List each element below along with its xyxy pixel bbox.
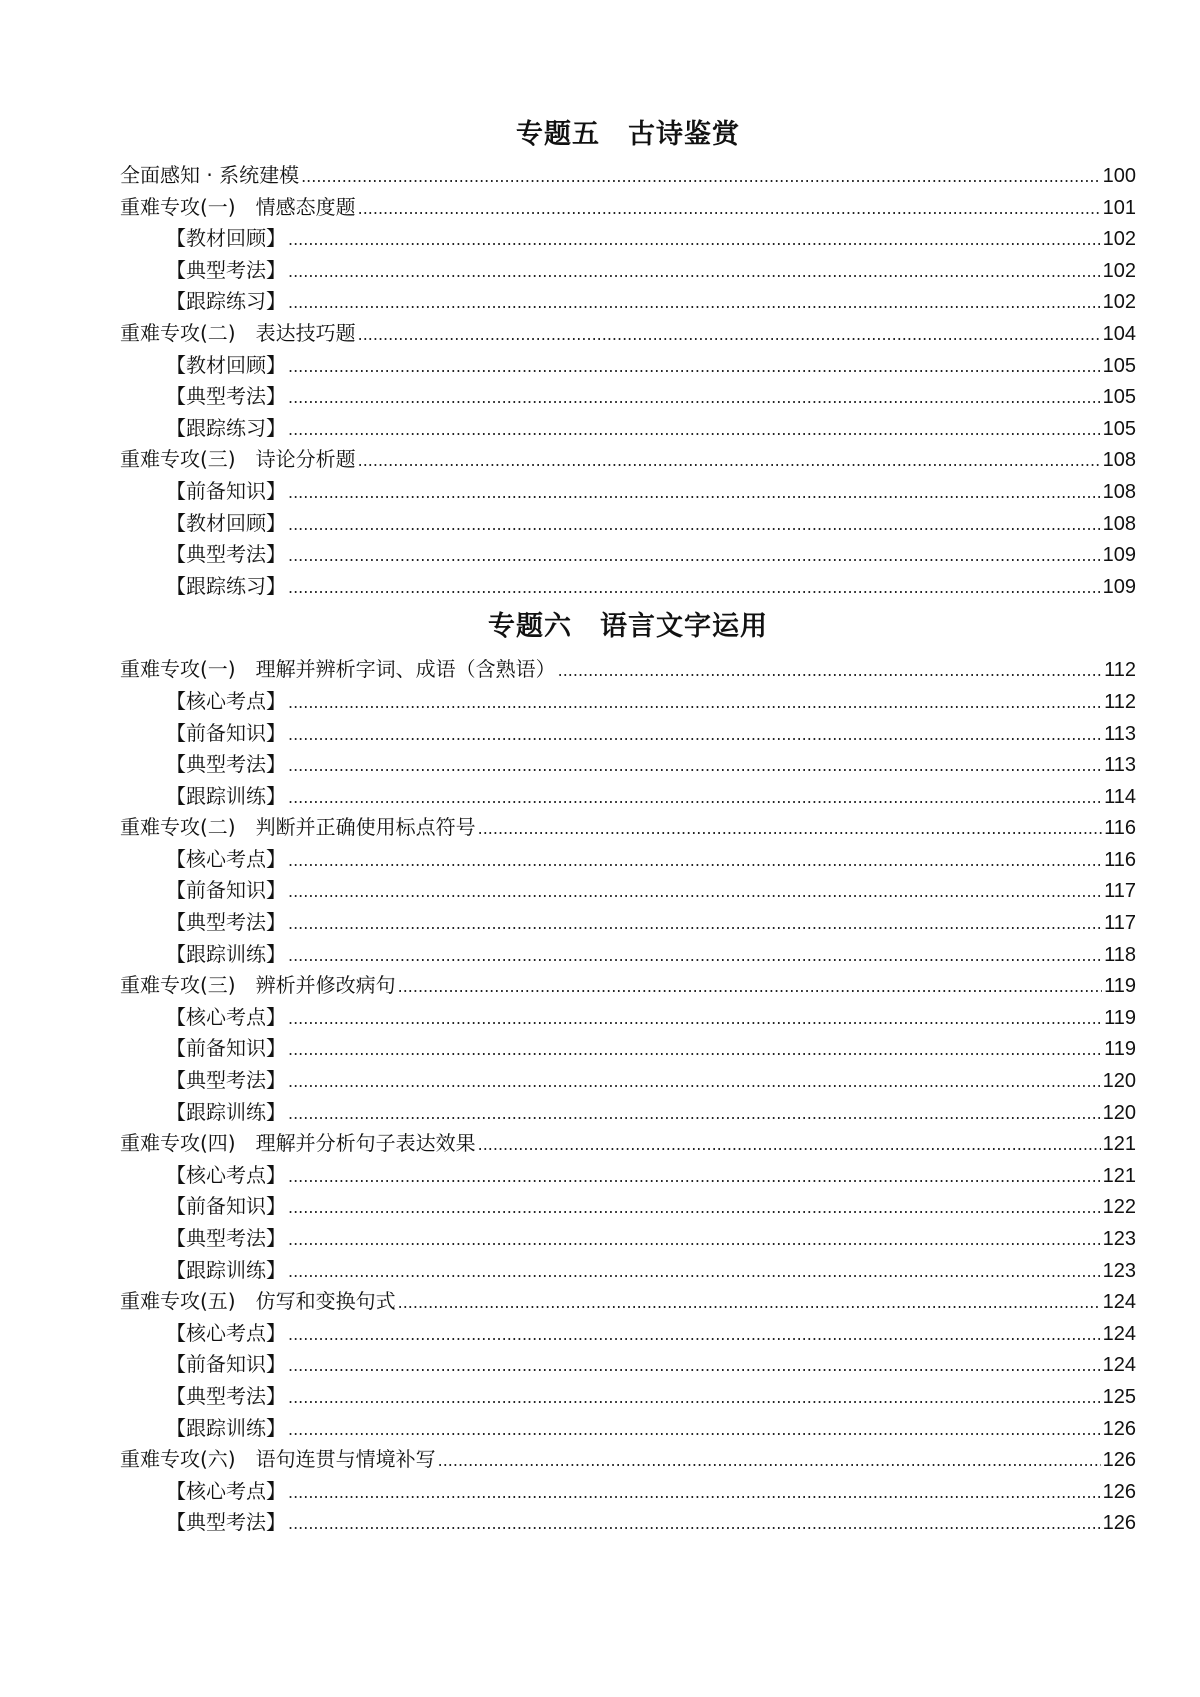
toc-entry[interactable] <box>120 160 1136 192</box>
toc-subentry[interactable] <box>120 1191 1136 1223</box>
toc-entry-label: 【核心考点】 <box>166 846 286 871</box>
toc-entry-label: 【跟踪练习】 <box>166 289 286 314</box>
dot-leader <box>288 1508 1101 1540</box>
toc-entry[interactable] <box>120 654 1136 686</box>
toc-entry-label: 【跟踪练习】 <box>166 415 286 440</box>
toc-entry[interactable] <box>120 1286 1136 1318</box>
toc-page-number: 119 <box>1104 1006 1136 1029</box>
dot-leader <box>288 1477 1101 1509</box>
toc-page-number: 124 <box>1102 1322 1136 1345</box>
dot-leader <box>301 161 1101 193</box>
table-of-contents <box>120 118 1136 1539</box>
toc-subentry[interactable] <box>120 1033 1136 1065</box>
section-title: 专题六 语言文字运用 <box>488 611 768 643</box>
toc-page-number: 112 <box>1104 690 1136 713</box>
dot-leader <box>358 319 1101 351</box>
toc-page-number: 119 <box>1104 1038 1136 1061</box>
toc-page-number: 101 <box>1102 196 1136 219</box>
toc-subentry[interactable] <box>120 508 1136 540</box>
toc-page-number: 126 <box>1102 1449 1136 1472</box>
dot-leader <box>288 750 1102 782</box>
toc-page-number: 122 <box>1102 1196 1136 1219</box>
toc-entry-label: 【跟踪训练】 <box>166 1099 286 1124</box>
toc-subentry[interactable] <box>120 939 1136 971</box>
toc-page-number: 117 <box>1104 912 1136 935</box>
dot-leader <box>288 782 1102 814</box>
toc-page-number: 102 <box>1102 259 1136 282</box>
toc-entry-label: 【跟踪训练】 <box>166 1415 286 1440</box>
toc-page-number: 124 <box>1102 1291 1136 1314</box>
toc-entry-label: 【核心考点】 <box>166 1004 286 1029</box>
toc-entry[interactable] <box>120 812 1136 844</box>
section-title: 专题五 古诗鉴赏 <box>516 119 740 150</box>
dot-leader <box>288 477 1101 509</box>
toc-page-number: 117 <box>1104 880 1136 903</box>
toc-entry-label: 【典型考法】 <box>166 1510 286 1535</box>
toc-page-number: 113 <box>1104 754 1136 777</box>
dot-leader <box>288 940 1102 972</box>
toc-subentry[interactable] <box>120 875 1136 907</box>
toc-entry[interactable] <box>120 970 1136 1002</box>
dot-leader <box>288 1192 1101 1224</box>
toc-subentry[interactable] <box>120 781 1136 813</box>
toc-page-number: 113 <box>1104 722 1136 745</box>
dot-leader <box>288 1003 1102 1035</box>
dot-leader <box>288 687 1102 719</box>
toc-subentry[interactable] <box>120 1413 1136 1445</box>
toc-entry-label: 【典型考法】 <box>166 752 286 777</box>
toc-entry-label: 【跟踪训练】 <box>166 1257 286 1282</box>
toc-entry-label: 【典型考法】 <box>166 1068 286 1093</box>
toc-page-number: 109 <box>1102 544 1136 567</box>
toc-page-number: 108 <box>1102 449 1136 472</box>
toc-page-number: 116 <box>1104 848 1136 871</box>
toc-page-number: 126 <box>1102 1512 1136 1535</box>
toc-entry-label: 重难专攻(四) 理解并分析句子表达效果 <box>120 1131 476 1156</box>
toc-subentry[interactable] <box>120 844 1136 876</box>
toc-entry-label: 【典型考法】 <box>166 910 286 935</box>
toc-entry-label: 【核心考点】 <box>166 1320 286 1345</box>
dot-leader <box>288 256 1101 288</box>
toc-entry-label: 【前备知识】 <box>166 1036 286 1061</box>
dot-leader <box>358 193 1101 225</box>
toc-page-number: 105 <box>1102 386 1136 409</box>
toc-page-number: 116 <box>1104 817 1136 840</box>
dot-leader <box>288 1256 1101 1288</box>
dot-leader <box>288 382 1101 414</box>
dot-leader <box>288 540 1101 572</box>
toc-subentry[interactable] <box>120 686 1136 718</box>
toc-subentry[interactable] <box>120 1349 1136 1381</box>
toc-page-number: 124 <box>1102 1354 1136 1377</box>
toc-entry-label: 【典型考法】 <box>166 384 286 409</box>
toc-subentry[interactable] <box>120 350 1136 382</box>
dot-leader <box>288 908 1102 940</box>
toc-entry-label: 【核心考点】 <box>166 688 286 713</box>
toc-subentry[interactable] <box>120 476 1136 508</box>
toc-entry-label: 重难专攻(二) 判断并正确使用标点符号 <box>120 815 476 840</box>
toc-page-number: 123 <box>1102 1259 1136 1282</box>
toc-page-number: 126 <box>1102 1480 1136 1503</box>
dot-leader <box>288 351 1101 383</box>
toc-page-number: 108 <box>1102 480 1136 503</box>
toc-page-number: 126 <box>1102 1417 1136 1440</box>
dot-leader <box>288 1034 1102 1066</box>
toc-page-number: 120 <box>1102 1070 1136 1093</box>
toc-page-number: 102 <box>1102 291 1136 314</box>
toc-page-number: 108 <box>1102 512 1136 535</box>
toc-page-number: 121 <box>1102 1164 1136 1187</box>
toc-subentry[interactable] <box>120 1223 1136 1255</box>
dot-leader <box>288 1224 1101 1256</box>
toc-entry-label: 【前备知识】 <box>166 1352 286 1377</box>
dot-leader <box>288 719 1102 751</box>
dot-leader <box>288 1350 1101 1382</box>
toc-entry-label: 重难专攻(三) 诗论分析题 <box>120 447 356 472</box>
toc-entry-label: 【教材回顾】 <box>166 510 286 535</box>
toc-entry-label: 【前备知识】 <box>166 878 286 903</box>
toc-subentry[interactable] <box>120 286 1136 318</box>
toc-subentry[interactable] <box>120 539 1136 571</box>
toc-subentry[interactable] <box>120 413 1136 445</box>
dot-leader <box>398 971 1103 1003</box>
toc-entry-label: 重难专攻(一) 理解并辨析字词、成语（含熟语） <box>120 657 556 682</box>
dot-leader <box>478 813 1103 845</box>
toc-subentry[interactable] <box>120 749 1136 781</box>
toc-entry[interactable] <box>120 1444 1136 1476</box>
toc-entry[interactable] <box>120 444 1136 476</box>
toc-entry-label: 【核心考点】 <box>166 1162 286 1187</box>
toc-entry-label: 重难专攻(六) 语句连贯与情境补写 <box>120 1447 436 1472</box>
toc-entry[interactable] <box>120 1128 1136 1160</box>
dot-leader <box>288 1382 1101 1414</box>
toc-entry[interactable] <box>120 192 1136 224</box>
dot-leader <box>398 1287 1101 1319</box>
toc-entry-label: 【跟踪训练】 <box>166 941 286 966</box>
toc-page-number: 105 <box>1102 417 1136 440</box>
dot-leader <box>288 414 1101 446</box>
toc-entry-label: 【跟踪训练】 <box>166 783 286 808</box>
dot-leader <box>288 287 1101 319</box>
toc-entry-label: 重难专攻(三) 辨析并修改病句 <box>120 973 396 998</box>
toc-page-number: 102 <box>1102 228 1136 251</box>
toc-entry[interactable] <box>120 318 1136 350</box>
toc-entry-label: 【跟踪练习】 <box>166 573 286 598</box>
dot-leader <box>288 224 1101 256</box>
toc-entry-label: 【前备知识】 <box>166 720 286 745</box>
toc-entry-label: 【教材回顾】 <box>166 226 286 251</box>
toc-entry-label: 重难专攻(五) 仿写和变换句式 <box>120 1289 396 1314</box>
dot-leader <box>288 509 1101 541</box>
toc-entry-label: 【前备知识】 <box>166 1194 286 1219</box>
dot-leader <box>288 1098 1101 1130</box>
toc-entry-label: 【典型考法】 <box>166 257 286 282</box>
toc-subentry[interactable] <box>120 223 1136 255</box>
toc-page-number: 123 <box>1102 1228 1136 1250</box>
toc-page-number: 121 <box>1102 1133 1136 1156</box>
toc-subentry[interactable] <box>120 1255 1136 1287</box>
toc-entry-label: 【前备知识】 <box>166 478 286 503</box>
toc-page-number: 104 <box>1102 322 1136 345</box>
dot-leader <box>288 876 1102 908</box>
toc-entry-label: 重难专攻(二) 表达技巧题 <box>120 320 356 345</box>
toc-subentry[interactable] <box>120 1381 1136 1413</box>
dot-leader <box>358 445 1101 477</box>
dot-leader <box>288 1319 1101 1351</box>
toc-page-number: 100 <box>1102 165 1136 187</box>
toc-subentry[interactable] <box>120 1318 1136 1350</box>
toc-subentry[interactable] <box>120 1065 1136 1097</box>
toc-subentry[interactable] <box>120 718 1136 750</box>
toc-entry-label: 【典型考法】 <box>166 1226 286 1250</box>
dot-leader <box>558 655 1103 687</box>
toc-entry-label: 重难专攻(一) 情感态度题 <box>120 194 356 219</box>
dot-leader <box>288 1161 1101 1193</box>
toc-page-number: 120 <box>1102 1101 1136 1124</box>
toc-entry-label: 【典型考法】 <box>166 1383 286 1408</box>
toc-entry-label: 【教材回顾】 <box>166 352 286 377</box>
toc-subentry[interactable] <box>120 907 1136 939</box>
toc-entry-label: 【典型考法】 <box>166 542 286 567</box>
toc-subentry[interactable] <box>120 1002 1136 1034</box>
dot-leader <box>288 1414 1101 1446</box>
toc-page-number: 125 <box>1102 1385 1136 1408</box>
toc-page-number: 119 <box>1104 975 1136 998</box>
dot-leader <box>288 845 1102 877</box>
toc-entry-label: 全面感知 · 系统建模 <box>120 163 300 187</box>
toc-page-number: 118 <box>1104 943 1136 966</box>
toc-subentry[interactable] <box>120 255 1136 287</box>
toc-page-number: 114 <box>1104 785 1136 808</box>
toc-subentry[interactable] <box>120 571 1136 603</box>
toc-page-number: 109 <box>1102 575 1136 598</box>
toc-subentry[interactable] <box>120 1476 1136 1508</box>
toc-subentry[interactable] <box>120 1097 1136 1129</box>
dot-leader <box>288 572 1101 604</box>
toc-subentry[interactable] <box>120 1507 1136 1539</box>
toc-subentry[interactable] <box>120 1160 1136 1192</box>
dot-leader <box>288 1066 1101 1098</box>
toc-page-number: 112 <box>1104 659 1136 682</box>
dot-leader <box>478 1129 1101 1161</box>
toc-subentry[interactable] <box>120 381 1136 413</box>
toc-page <box>120 118 1136 1539</box>
dot-leader <box>438 1445 1101 1477</box>
toc-page-number: 105 <box>1102 354 1136 377</box>
toc-entry-label: 【核心考点】 <box>166 1478 286 1503</box>
